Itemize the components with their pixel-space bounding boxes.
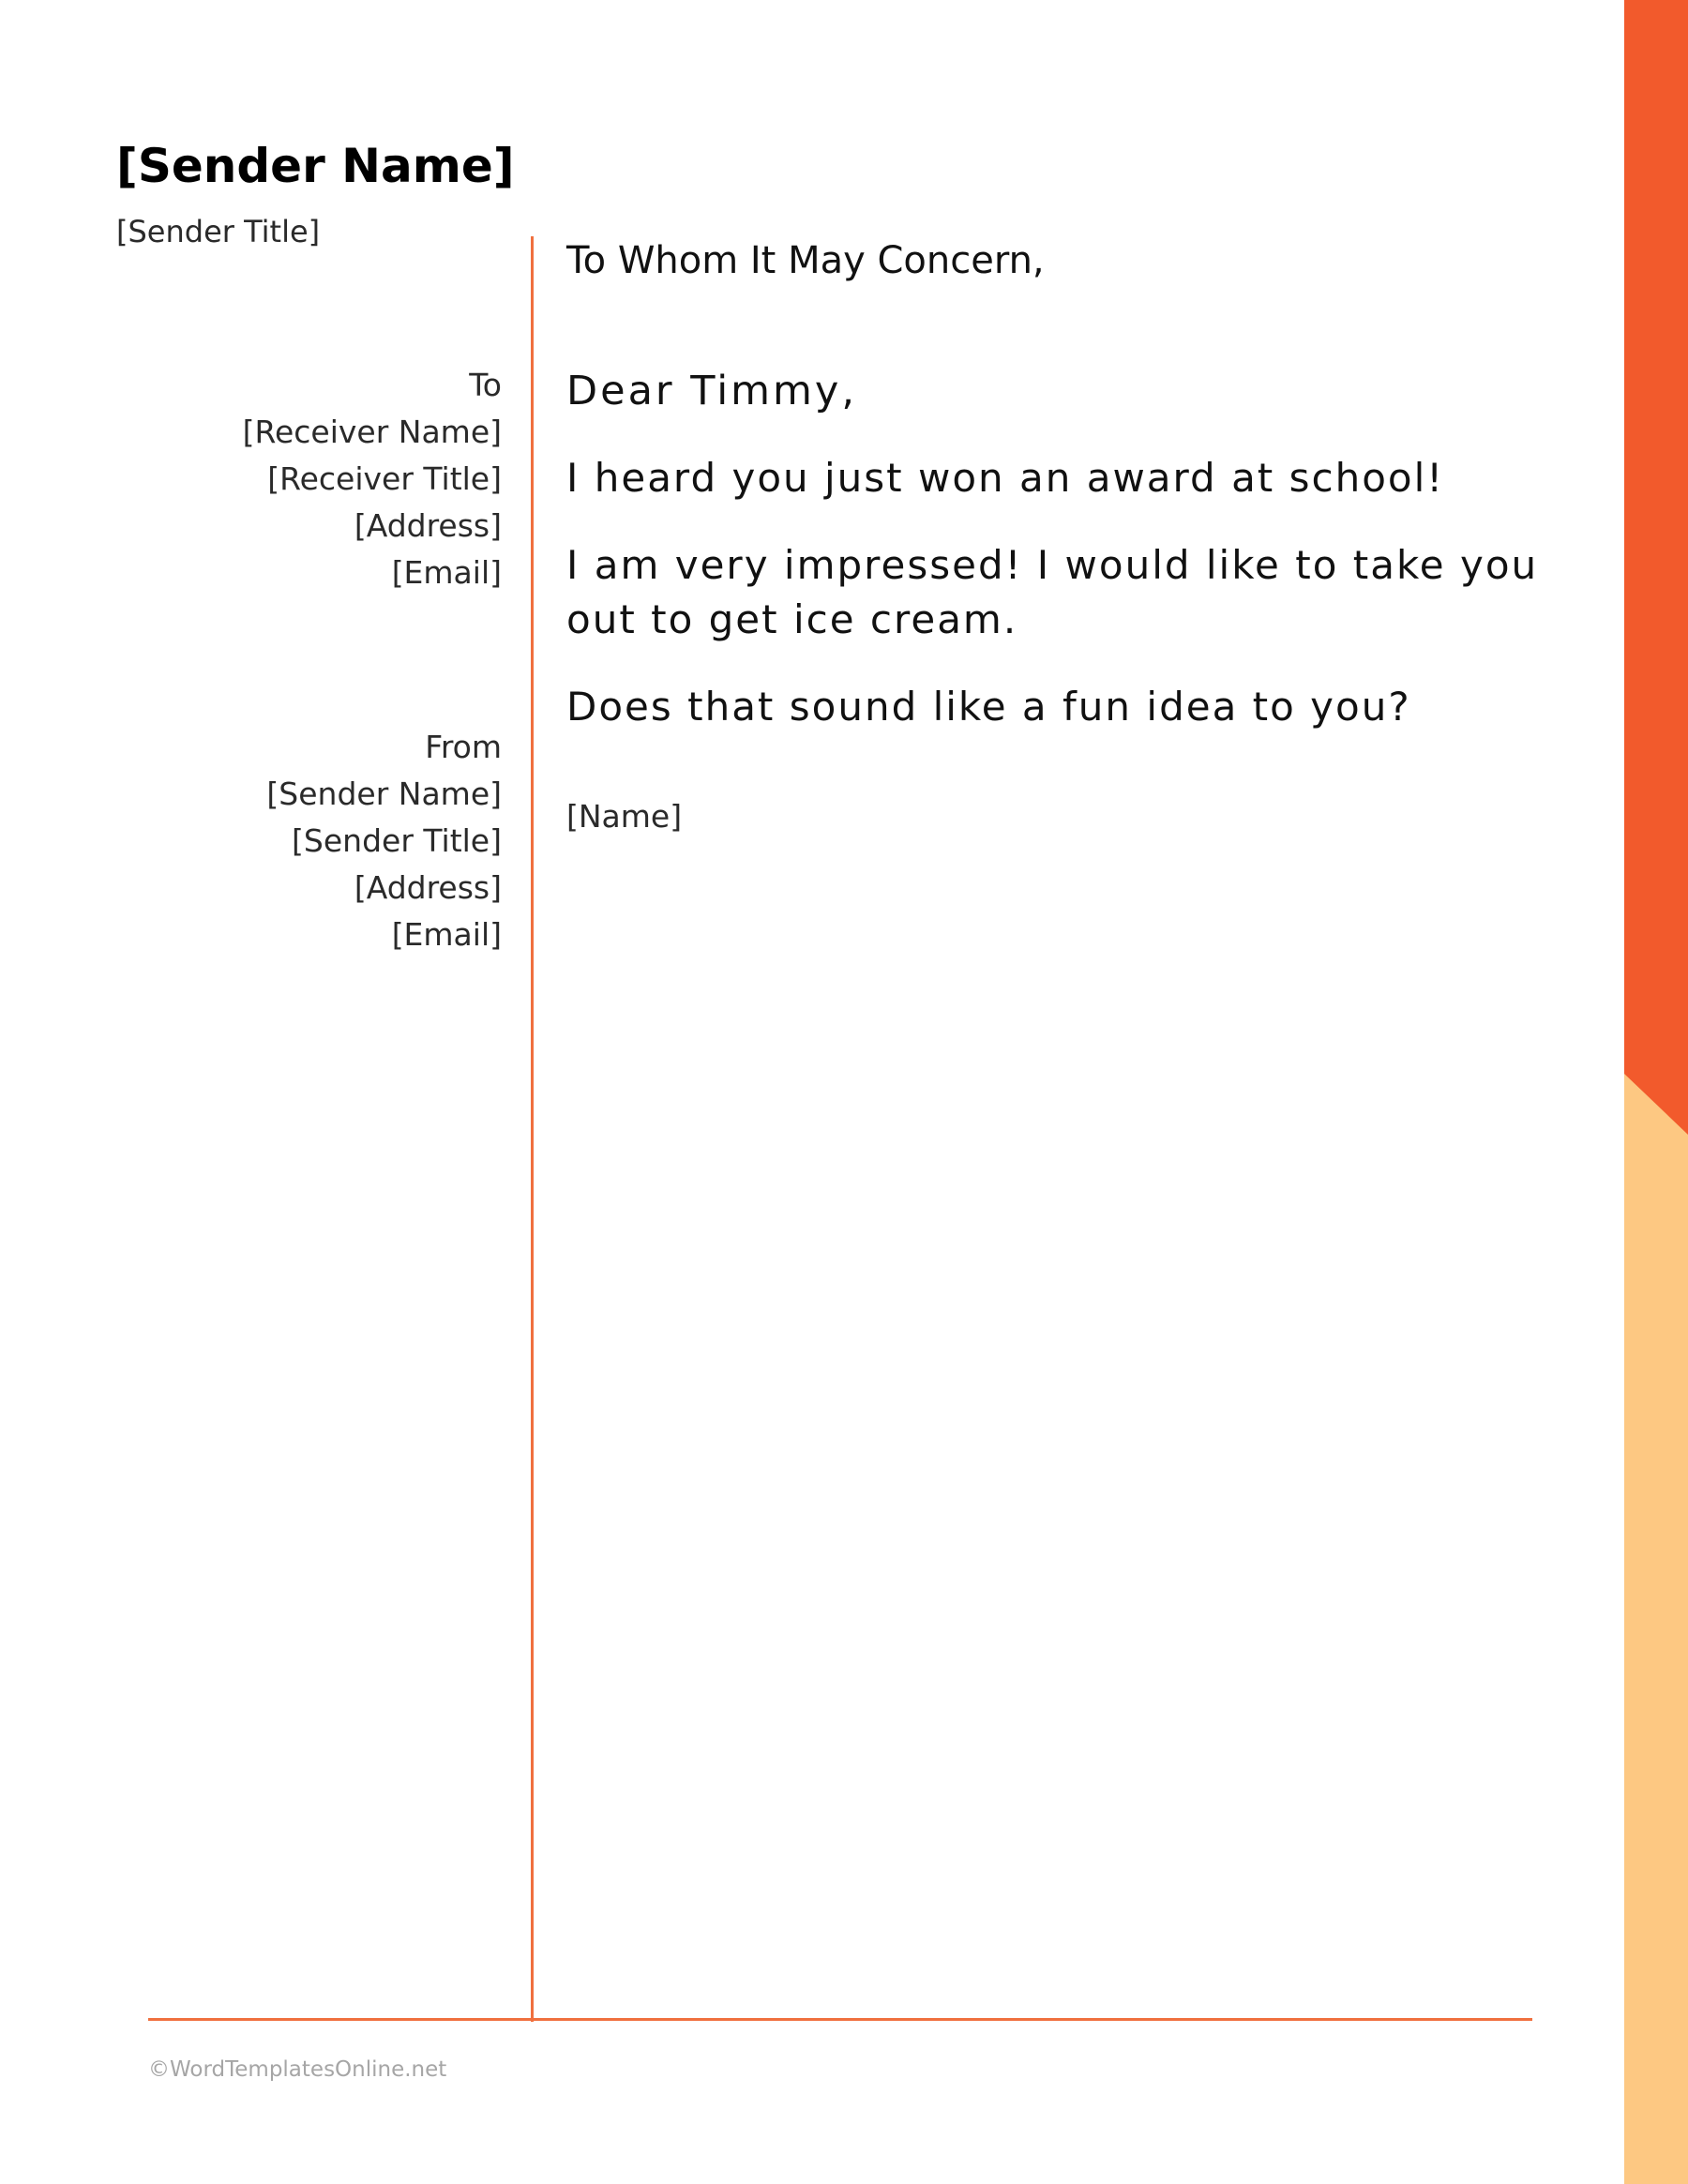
from-sender-name: [Sender Name]: [266, 776, 502, 812]
letter-body: [566, 234, 1570, 837]
from-block: [266, 724, 502, 958]
letter-paragraph: I am very impressed! I would like to take you out to get ice cream.: [566, 542, 1539, 642]
sender-name-heading: [Sender Name]: [116, 139, 515, 193]
footer-divider: [148, 2018, 1532, 2021]
letter-paragraph: I heard you just won an award at school!: [566, 455, 1445, 501]
receiver-address: [Address]: [354, 507, 502, 544]
letter-paragraph: Does that sound like a fun idea to you?: [566, 684, 1411, 730]
letter-signature: [Name]: [566, 798, 683, 835]
letter-greeting: Dear Timmy,: [566, 368, 858, 414]
from-sender-title: [Sender Title]: [292, 822, 502, 859]
vertical-divider: [531, 236, 534, 2022]
to-block: [243, 362, 502, 596]
receiver-title: [Receiver Title]: [267, 460, 502, 497]
receiver-email: [Email]: [391, 554, 502, 591]
receiver-name: [Receiver Name]: [242, 414, 502, 450]
copyright-notice: ©WordTemplatesOnline.net: [148, 2057, 447, 2082]
accent-band-dark: [1624, 0, 1688, 1135]
letter-salutation: To Whom It May Concern,: [566, 239, 1045, 282]
accent-band: [1624, 0, 1688, 2184]
from-label: From: [425, 729, 502, 765]
to-label: To: [469, 367, 502, 403]
from-address: [Address]: [354, 869, 502, 906]
from-email: [Email]: [391, 916, 502, 953]
sender-title: [Sender Title]: [116, 214, 321, 249]
